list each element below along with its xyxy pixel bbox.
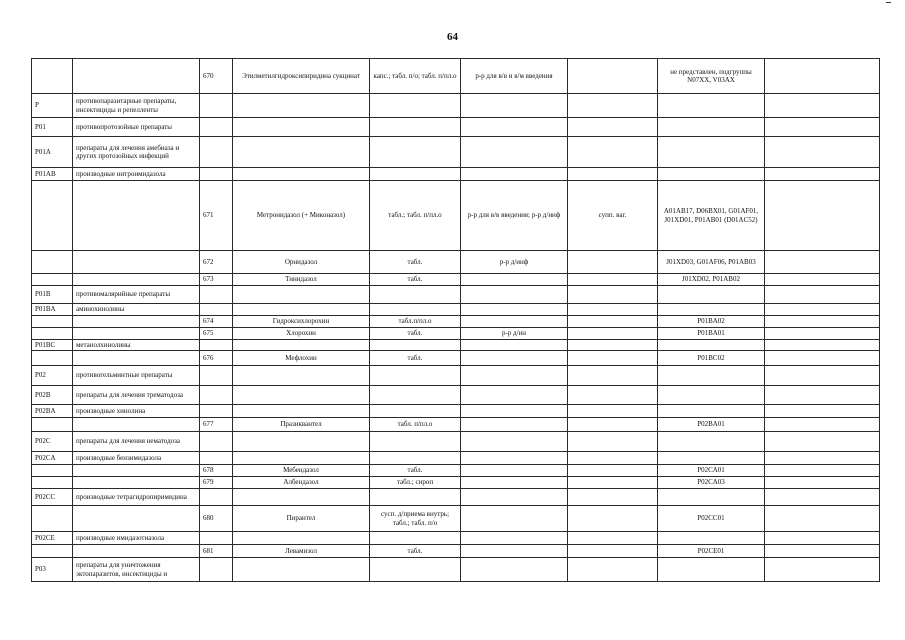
atc-codes-cell: P02CE01 <box>658 545 765 558</box>
table-row <box>32 286 880 304</box>
atc-code-cell: P01A <box>32 137 73 168</box>
page-number: 64 <box>447 31 458 43</box>
atc-codes-cell: J01XD02, P01AB02 <box>658 274 765 286</box>
drug-name-cell: Албендазол <box>233 477 370 489</box>
drug-name-cell <box>233 452 370 465</box>
atc-code-cell: P02CA <box>32 452 73 465</box>
drug-name-cell <box>233 386 370 405</box>
other-form-cell <box>568 137 658 168</box>
drug-name-cell: Орнидазол <box>233 251 370 274</box>
item-number-cell <box>200 558 233 582</box>
other-form-cell <box>568 94 658 118</box>
drug-name-cell <box>233 489 370 506</box>
injection-form-cell <box>461 351 568 366</box>
table-row <box>32 489 880 506</box>
oral-form-cell <box>370 94 461 118</box>
atc-code-cell: P03 <box>32 558 73 582</box>
other-form-cell <box>568 506 658 532</box>
atc-codes-cell <box>658 405 765 418</box>
drug-classification-table <box>31 58 880 582</box>
group-name-cell: противогельминтные препараты <box>73 366 200 386</box>
injection-form-cell <box>461 274 568 286</box>
injection-form-cell <box>461 452 568 465</box>
oral-form-cell: табл. <box>370 545 461 558</box>
atc-code-cell <box>32 251 73 274</box>
injection-form-cell <box>461 137 568 168</box>
other-form-cell <box>568 465 658 477</box>
table-row <box>32 545 880 558</box>
atc-code-cell <box>32 181 73 251</box>
item-number-cell: 676 <box>200 351 233 366</box>
oral-form-cell: сусп. д/приема внутрь; табл.; табл. п/о <box>370 506 461 532</box>
extra-cell <box>765 328 880 340</box>
injection-form-cell: р-р для в/в и в/м введения <box>461 59 568 94</box>
table-row <box>32 452 880 465</box>
table-row <box>32 405 880 418</box>
oral-form-cell: табл. <box>370 465 461 477</box>
oral-form-cell <box>370 452 461 465</box>
group-name-cell: препараты для лечения амебиаза и других протозойных инфекций <box>73 137 200 168</box>
extra-cell <box>765 94 880 118</box>
group-name-cell: производные хинолина <box>73 405 200 418</box>
group-name-cell: производные тетрагидропиримидина <box>73 489 200 506</box>
drug-name-cell <box>233 432 370 452</box>
oral-form-cell: капс.; табл. п/о; табл. п/пл.о <box>370 59 461 94</box>
item-number-cell <box>200 94 233 118</box>
atc-code-cell <box>32 59 73 94</box>
group-name-cell <box>73 545 200 558</box>
atc-code-cell <box>32 418 73 432</box>
drug-name-cell <box>233 137 370 168</box>
injection-form-cell <box>461 405 568 418</box>
group-name-cell: производные бензимидазола <box>73 452 200 465</box>
injection-form-cell: р-р д/инф <box>461 251 568 274</box>
injection-form-cell <box>461 366 568 386</box>
extra-cell <box>765 118 880 137</box>
group-name-cell <box>73 465 200 477</box>
atc-code-cell: P01AB <box>32 168 73 181</box>
other-form-cell <box>568 328 658 340</box>
oral-form-cell: табл. <box>370 251 461 274</box>
table-row <box>32 465 880 477</box>
atc-code-cell <box>32 506 73 532</box>
other-form-cell <box>568 489 658 506</box>
drug-name-cell <box>233 94 370 118</box>
drug-name-cell: Левамизол <box>233 545 370 558</box>
oral-form-cell: табл.; сироп <box>370 477 461 489</box>
table-row <box>32 558 880 582</box>
table-row <box>32 432 880 452</box>
injection-form-cell <box>461 94 568 118</box>
group-name-cell <box>73 181 200 251</box>
other-form-cell <box>568 405 658 418</box>
atc-code-cell: P01 <box>32 118 73 137</box>
extra-cell <box>765 432 880 452</box>
item-number-cell <box>200 532 233 545</box>
group-name-cell: производные нитроимидазола <box>73 168 200 181</box>
table-row <box>32 181 880 251</box>
atc-codes-cell <box>658 452 765 465</box>
injection-form-cell <box>461 418 568 432</box>
extra-cell <box>765 558 880 582</box>
atc-codes-cell <box>658 286 765 304</box>
extra-cell <box>765 286 880 304</box>
extra-cell <box>765 137 880 168</box>
other-form-cell <box>568 118 658 137</box>
item-number-cell <box>200 137 233 168</box>
other-form-cell <box>568 286 658 304</box>
table-row <box>32 328 880 340</box>
group-name-cell <box>73 274 200 286</box>
oral-form-cell <box>370 558 461 582</box>
other-form-cell <box>568 418 658 432</box>
injection-form-cell <box>461 506 568 532</box>
extra-cell <box>765 452 880 465</box>
atc-codes-cell <box>658 340 765 351</box>
atc-code-cell: P02B <box>32 386 73 405</box>
injection-form-cell <box>461 316 568 328</box>
drug-name-cell: Тинидазол <box>233 274 370 286</box>
atc-codes-cell <box>658 558 765 582</box>
injection-form-cell: р-р для в/в введения; р-р д/инф <box>461 181 568 251</box>
atc-code-cell: P01BA <box>32 304 73 316</box>
extra-cell <box>765 351 880 366</box>
atc-codes-cell: P02BA01 <box>658 418 765 432</box>
extra-cell <box>765 405 880 418</box>
table-row <box>32 506 880 532</box>
extra-cell <box>765 545 880 558</box>
atc-codes-cell: P02CC01 <box>658 506 765 532</box>
other-form-cell <box>568 340 658 351</box>
group-name-cell: препараты для лечения нематодоза <box>73 432 200 452</box>
atc-code-cell: P <box>32 94 73 118</box>
table-row <box>32 168 880 181</box>
item-number-cell <box>200 386 233 405</box>
item-number-cell: 681 <box>200 545 233 558</box>
drug-name-cell: Пирантел <box>233 506 370 532</box>
atc-codes-cell <box>658 304 765 316</box>
oral-form-cell <box>370 118 461 137</box>
atc-code-cell: P02CE <box>32 532 73 545</box>
extra-cell <box>765 532 880 545</box>
injection-form-cell <box>461 168 568 181</box>
atc-codes-cell <box>658 489 765 506</box>
table-row <box>32 274 880 286</box>
oral-form-cell <box>370 432 461 452</box>
atc-code-cell <box>32 351 73 366</box>
table-row <box>32 418 880 432</box>
item-number-cell: 678 <box>200 465 233 477</box>
item-number-cell: 677 <box>200 418 233 432</box>
atc-code-cell <box>32 328 73 340</box>
oral-form-cell <box>370 304 461 316</box>
oral-form-cell <box>370 286 461 304</box>
oral-form-cell <box>370 489 461 506</box>
extra-cell <box>765 59 880 94</box>
table-row <box>32 477 880 489</box>
group-name-cell: противомалярийные препараты <box>73 286 200 304</box>
injection-form-cell <box>461 340 568 351</box>
injection-form-cell <box>461 477 568 489</box>
oral-form-cell <box>370 366 461 386</box>
other-form-cell <box>568 304 658 316</box>
atc-codes-cell: A01AB17, D06BX01, G01AF01, J01XD01, P01AB01 (D01AC52) <box>658 181 765 251</box>
item-number-cell <box>200 118 233 137</box>
atc-code-cell: P02CC <box>32 489 73 506</box>
other-form-cell <box>568 432 658 452</box>
atc-code-cell: P01B <box>32 286 73 304</box>
item-number-cell <box>200 405 233 418</box>
item-number-cell <box>200 286 233 304</box>
oral-form-cell: табл. <box>370 351 461 366</box>
item-number-cell <box>200 340 233 351</box>
extra-cell <box>765 477 880 489</box>
extra-cell <box>765 506 880 532</box>
oral-form-cell: табл.п/пл.о <box>370 316 461 328</box>
oral-form-cell <box>370 137 461 168</box>
drug-name-cell <box>233 340 370 351</box>
injection-form-cell <box>461 489 568 506</box>
table-row <box>32 137 880 168</box>
group-name-cell: метанолхинолины <box>73 340 200 351</box>
group-name-cell: препараты для уничтожения эктопаразитов, инсектициды и <box>73 558 200 582</box>
item-number-cell <box>200 366 233 386</box>
group-name-cell: противопротозойные препараты <box>73 118 200 137</box>
atc-codes-cell: не представлен, подгруппы N07XX, V03AX <box>658 59 765 94</box>
atc-codes-cell <box>658 118 765 137</box>
drug-name-cell: Мебендазол <box>233 465 370 477</box>
injection-form-cell <box>461 286 568 304</box>
table-row <box>32 59 880 94</box>
atc-code-cell <box>32 274 73 286</box>
group-name-cell <box>73 351 200 366</box>
drug-name-cell <box>233 558 370 582</box>
item-number-cell <box>200 168 233 181</box>
table-row <box>32 340 880 351</box>
group-name-cell: противопаразитарные препараты, инсектициды и репелленты <box>73 94 200 118</box>
other-form-cell <box>568 316 658 328</box>
drug-name-cell <box>233 366 370 386</box>
item-number-cell: 680 <box>200 506 233 532</box>
group-name-cell <box>73 418 200 432</box>
extra-cell <box>765 251 880 274</box>
atc-codes-cell <box>658 168 765 181</box>
other-form-cell: супп. ваг. <box>568 181 658 251</box>
item-number-cell: 673 <box>200 274 233 286</box>
oral-form-cell: табл. <box>370 274 461 286</box>
extra-cell <box>765 168 880 181</box>
group-name-cell: аминохинолины <box>73 304 200 316</box>
other-form-cell <box>568 452 658 465</box>
drug-name-cell <box>233 405 370 418</box>
injection-form-cell <box>461 558 568 582</box>
atc-code-cell <box>32 477 73 489</box>
injection-form-cell <box>461 432 568 452</box>
oral-form-cell: табл. п/пл.о <box>370 418 461 432</box>
extra-cell <box>765 465 880 477</box>
table-row <box>32 316 880 328</box>
group-name-cell <box>73 59 200 94</box>
injection-form-cell <box>461 386 568 405</box>
group-name-cell <box>73 328 200 340</box>
corner-mark <box>886 2 891 3</box>
atc-codes-cell <box>658 432 765 452</box>
item-number-cell <box>200 452 233 465</box>
injection-form-cell <box>461 465 568 477</box>
other-form-cell <box>568 477 658 489</box>
other-form-cell <box>568 59 658 94</box>
drug-name-cell <box>233 304 370 316</box>
extra-cell <box>765 274 880 286</box>
item-number-cell: 679 <box>200 477 233 489</box>
atc-codes-cell: P02CA03 <box>658 477 765 489</box>
extra-cell <box>765 340 880 351</box>
drug-name-cell: Гидроксихлорохин <box>233 316 370 328</box>
other-form-cell <box>568 274 658 286</box>
extra-cell <box>765 366 880 386</box>
group-name-cell: производные имидазотиазола <box>73 532 200 545</box>
table-row <box>32 304 880 316</box>
atc-codes-cell: P01BA02 <box>658 316 765 328</box>
item-number-cell: 674 <box>200 316 233 328</box>
table-row <box>32 386 880 405</box>
oral-form-cell <box>370 168 461 181</box>
atc-codes-cell <box>658 94 765 118</box>
extra-cell <box>765 386 880 405</box>
group-name-cell <box>73 251 200 274</box>
drug-name-cell: Хлорохин <box>233 328 370 340</box>
atc-code-cell <box>32 316 73 328</box>
extra-cell <box>765 489 880 506</box>
table-row <box>32 118 880 137</box>
oral-form-cell: табл. <box>370 328 461 340</box>
oral-form-cell <box>370 405 461 418</box>
atc-codes-cell: J01XD03, G01AF06, P01AB03 <box>658 251 765 274</box>
atc-code-cell <box>32 465 73 477</box>
drug-name-cell <box>233 118 370 137</box>
table-row <box>32 351 880 366</box>
oral-form-cell: табл.; табл. п/пл.о <box>370 181 461 251</box>
table-row <box>32 532 880 545</box>
other-form-cell <box>568 386 658 405</box>
atc-codes-cell: P01BA01 <box>658 328 765 340</box>
drug-name-cell: Мефлохин <box>233 351 370 366</box>
other-form-cell <box>568 168 658 181</box>
injection-form-cell <box>461 304 568 316</box>
extra-cell <box>765 181 880 251</box>
item-number-cell: 670 <box>200 59 233 94</box>
atc-codes-cell <box>658 532 765 545</box>
extra-cell <box>765 418 880 432</box>
group-name-cell: препараты для лечения трематодоза <box>73 386 200 405</box>
table-row <box>32 366 880 386</box>
atc-code-cell: P02C <box>32 432 73 452</box>
atc-code-cell: P02BA <box>32 405 73 418</box>
table-row <box>32 94 880 118</box>
atc-codes-cell <box>658 366 765 386</box>
atc-codes-cell: P01BC02 <box>658 351 765 366</box>
drug-name-cell <box>233 286 370 304</box>
other-form-cell <box>568 545 658 558</box>
other-form-cell <box>568 251 658 274</box>
drug-name-cell <box>233 168 370 181</box>
item-number-cell: 672 <box>200 251 233 274</box>
injection-form-cell <box>461 545 568 558</box>
oral-form-cell <box>370 386 461 405</box>
injection-form-cell <box>461 118 568 137</box>
oral-form-cell <box>370 340 461 351</box>
extra-cell <box>765 316 880 328</box>
drug-name-cell: Метронидазол (+ Миконазол) <box>233 181 370 251</box>
group-name-cell <box>73 477 200 489</box>
other-form-cell <box>568 532 658 545</box>
group-name-cell <box>73 506 200 532</box>
item-number-cell <box>200 489 233 506</box>
atc-codes-cell <box>658 386 765 405</box>
other-form-cell <box>568 351 658 366</box>
atc-code-cell: P01BC <box>32 340 73 351</box>
injection-form-cell <box>461 532 568 545</box>
drug-name-cell: Этилметилгидроксипиридина сукцинат <box>233 59 370 94</box>
other-form-cell <box>568 366 658 386</box>
atc-code-cell <box>32 545 73 558</box>
table-row <box>32 251 880 274</box>
item-number-cell <box>200 432 233 452</box>
item-number-cell <box>200 304 233 316</box>
oral-form-cell <box>370 532 461 545</box>
group-name-cell <box>73 316 200 328</box>
extra-cell <box>765 304 880 316</box>
other-form-cell <box>568 558 658 582</box>
injection-form-cell: р-р д/ин <box>461 328 568 340</box>
atc-codes-cell <box>658 137 765 168</box>
atc-codes-cell: P02CA01 <box>658 465 765 477</box>
atc-code-cell: P02 <box>32 366 73 386</box>
item-number-cell: 675 <box>200 328 233 340</box>
drug-name-cell <box>233 532 370 545</box>
drug-name-cell: Празиквантел <box>233 418 370 432</box>
item-number-cell: 671 <box>200 181 233 251</box>
